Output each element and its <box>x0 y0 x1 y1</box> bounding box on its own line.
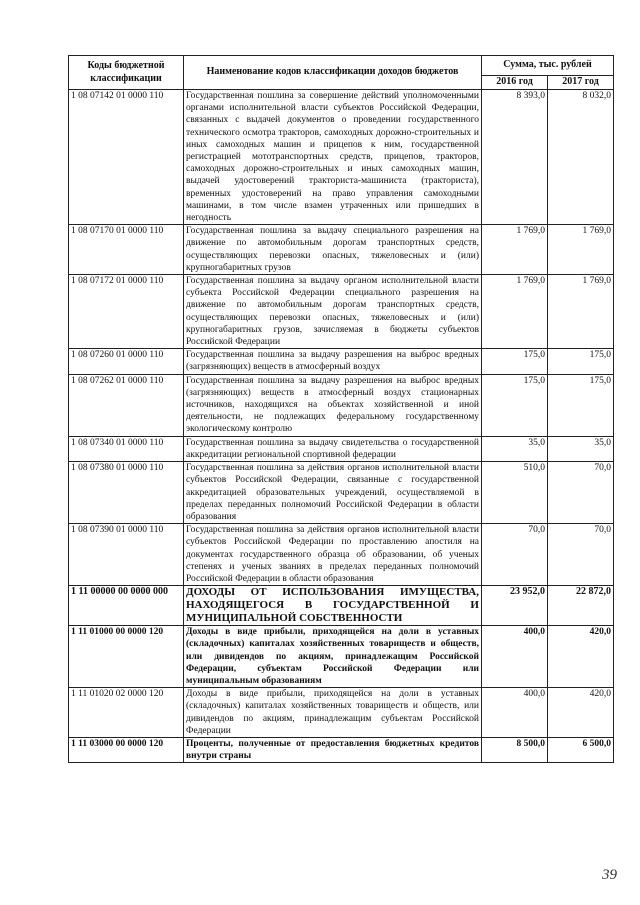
row-value-2017: 1 769,0 <box>548 275 614 349</box>
row-code: 1 08 07172 01 0000 110 <box>69 275 184 349</box>
row-code: 1 08 07260 01 0000 110 <box>69 349 184 374</box>
row-code: 1 08 07340 01 0000 110 <box>69 436 184 461</box>
row-code: 1 11 03000 00 0000 120 <box>69 737 184 762</box>
header-year-2017: 2017 год <box>548 76 614 90</box>
row-name: Государственная пошлина за выдачу разрешения на выброс вредных (загрязняющих) веществ в атмосферный воздух стационарных источников, находящихся на объектах хозяйственной и иной деятельности, не подлежащих федеральному государственному экологическому контролю <box>184 374 482 436</box>
row-value-2016: 400,0 <box>482 688 548 738</box>
row-value-2017: 70,0 <box>548 462 614 524</box>
row-name: Государственная пошлина за выдачу специального разрешения на движение по автомобильным дорогам транспортных средств, осуществляющих перевозки опасных, тяжеловесных и (или) крупногабаритных грузов <box>184 225 482 275</box>
row-code: 1 08 07170 01 0000 110 <box>69 225 184 275</box>
header-code: Коды бюджетной классификации <box>69 56 184 90</box>
row-value-2017: 8 032,0 <box>548 90 614 225</box>
row-code: 1 11 01020 02 0000 120 <box>69 688 184 738</box>
row-value-2017: 35,0 <box>548 436 614 461</box>
row-value-2016: 510,0 <box>482 462 548 524</box>
row-value-2016: 1 769,0 <box>482 225 548 275</box>
table-row <box>69 275 614 349</box>
row-name: Государственная пошлина за действия органов исполнительной власти субъектов Российской Федерации, связанные с государственной аккредитацией образовательных учреждений, осуществляемой в пределах переданных полномочий Российской Федерации в области образования <box>184 462 482 524</box>
header-year-2016: 2016 год <box>482 76 548 90</box>
table-row <box>69 462 614 524</box>
row-value-2016: 8 393,0 <box>482 90 548 225</box>
row-value-2017: 420,0 <box>548 626 614 688</box>
row-value-2016: 23 952,0 <box>482 586 548 626</box>
row-code: 1 08 07262 01 0000 110 <box>69 374 184 436</box>
row-value-2017: 22 872,0 <box>548 586 614 626</box>
table-row <box>69 586 614 626</box>
row-value-2017: 175,0 <box>548 349 614 374</box>
table-row <box>69 349 614 374</box>
row-value-2016: 175,0 <box>482 374 548 436</box>
row-value-2016: 1 769,0 <box>482 275 548 349</box>
row-name: Проценты, полученные от предоставления бюджетных кредитов внутри страны <box>184 737 482 762</box>
row-code: 1 08 07142 01 0000 110 <box>69 90 184 225</box>
row-value-2016: 400,0 <box>482 626 548 688</box>
header-name: Наименование кодов классификации доходов бюджетов <box>184 56 482 90</box>
row-name: Доходы в виде прибыли, приходящейся на доли в уставных (складочных) капиталах хозяйственных товариществ и обществ, или дивидендов по акциям, принадлежащим субъектам Российской Федерации <box>184 688 482 738</box>
row-code: 1 11 00000 00 0000 000 <box>69 586 184 626</box>
row-value-2016: 175,0 <box>482 349 548 374</box>
row-code: 1 08 07380 01 0000 110 <box>69 462 184 524</box>
table-row <box>69 626 614 688</box>
row-name: Государственная пошлина за выдачу свидетельства о государственной аккредитации региональной спортивной федерации <box>184 436 482 461</box>
table-row <box>69 688 614 738</box>
row-name: Государственная пошлина за действия органов исполнительной власти субъектов Российской Федерации по проставлению апостиля на документах государственного образца об образовании, об ученых степенях и ученых званиях в пределах переданных полномочий Российской Федерации в области образования <box>184 524 482 586</box>
table-row <box>69 374 614 436</box>
row-value-2017: 6 500,0 <box>548 737 614 762</box>
row-value-2016: 8 500,0 <box>482 737 548 762</box>
table-row <box>69 90 614 225</box>
header-sum: Сумма, тыс. рублей <box>482 56 614 76</box>
page-number: 39 <box>602 867 617 883</box>
table-row <box>69 436 614 461</box>
row-name: ДОХОДЫ ОТ ИСПОЛЬЗОВАНИЯ ИМУЩЕСТВА, НАХОДЯЩЕГОСЯ В ГОСУДАРСТВЕННОЙ И МУНИЦИПАЛЬНОЙ СОБСТВЕННОСТИ <box>184 586 482 626</box>
row-value-2017: 1 769,0 <box>548 225 614 275</box>
row-value-2017: 175,0 <box>548 374 614 436</box>
row-name: Государственная пошлина за выдачу органом исполнительной власти субъекта Российской Федерации специального разрешения на движение по автомобильным дорогам транспортных средств, осуществляющих перевозки опасных, тяжеловесных и (или) крупногабаритных грузов, зачисляемая в бюджеты субъектов Российской Федерации <box>184 275 482 349</box>
row-code: 1 08 07390 01 0000 110 <box>69 524 184 586</box>
budget-table <box>68 55 614 763</box>
row-name: Государственная пошлина за совершение действий уполномоченными органами исполнительной власти субъектов Российской Федерации, связанных с выдачей документов о проведении государственного технического осмотра тракторов, самоходных дорожно-строительных и иных самоходных машин и прицепов к ним, государственной регистрацией мототранспортных средств, прицепов, тракторов, самоходных дорожно-строительных и иных самоходных машин, выдачей удостоверений тракториста-машиниста (тракториста), временных удостоверений на право управления самоходными машинами, в том числе взамен утраченных или пришедших в негодность <box>184 90 482 225</box>
table-row <box>69 524 614 586</box>
table-row <box>69 225 614 275</box>
row-value-2016: 70,0 <box>482 524 548 586</box>
row-code: 1 11 01000 00 0000 120 <box>69 626 184 688</box>
table-row <box>69 737 614 762</box>
row-name: Доходы в виде прибыли, приходящейся на доли в уставных (складочных) капиталах хозяйственных товариществ и обществ, или дивидендов по акциям, принадлежащим Российской Федерации, субъектам Российской Федерации или муниципальным образованиям <box>184 626 482 688</box>
row-value-2017: 70,0 <box>548 524 614 586</box>
row-value-2016: 35,0 <box>482 436 548 461</box>
row-value-2017: 420,0 <box>548 688 614 738</box>
row-name: Государственная пошлина за выдачу разрешения на выброс вредных (загрязняющих) веществ в атмосферный воздух <box>184 349 482 374</box>
